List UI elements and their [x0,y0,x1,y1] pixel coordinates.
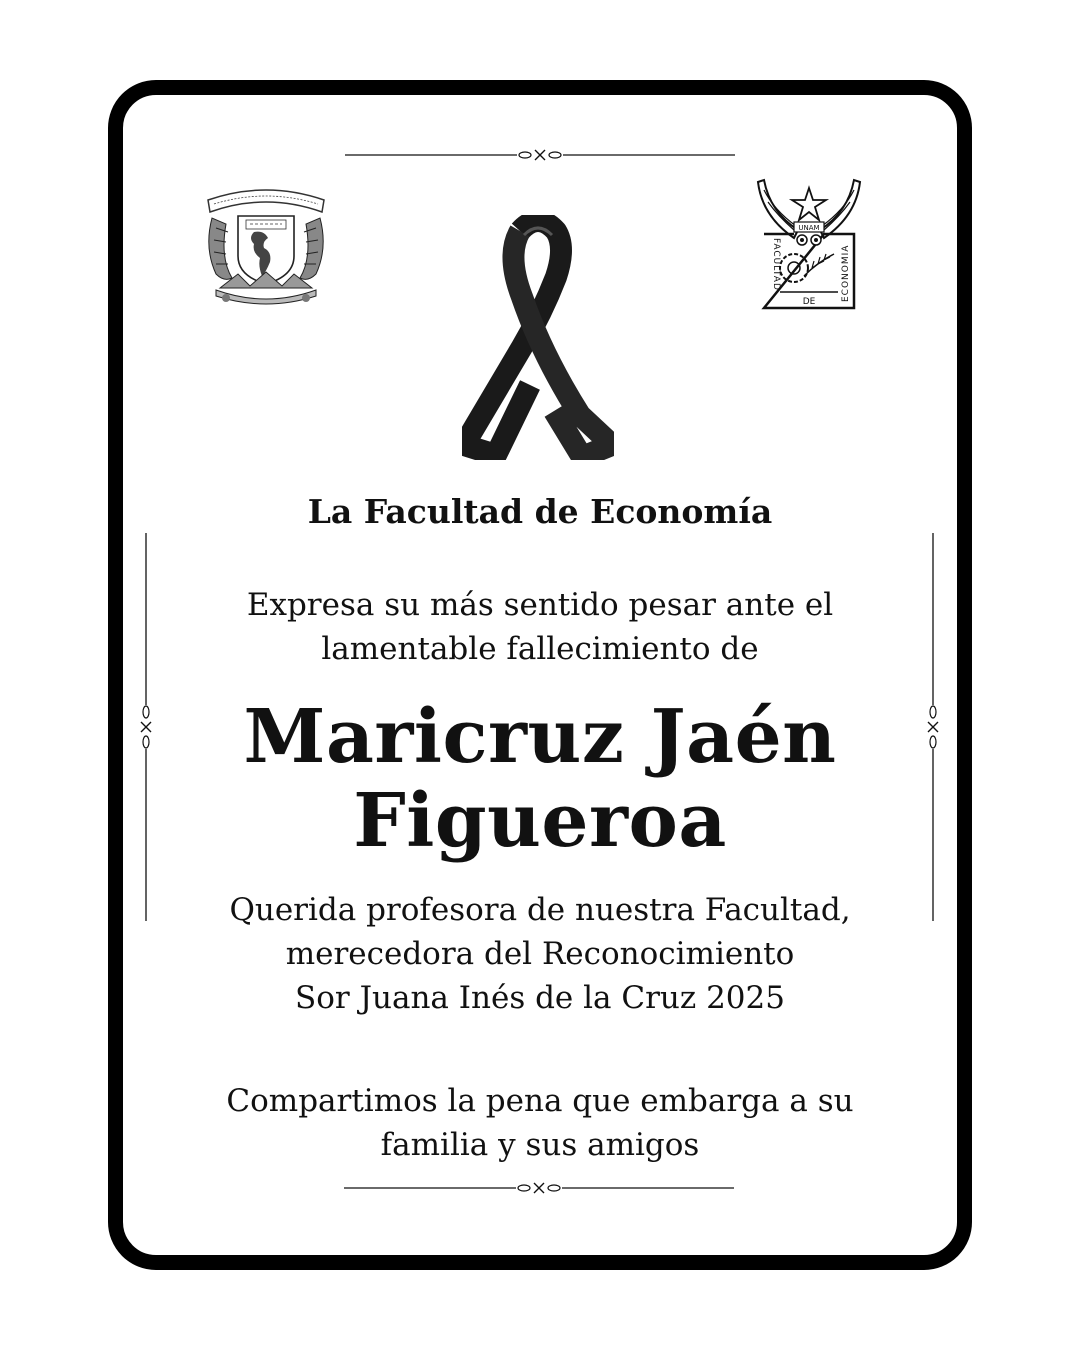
description-line: Sor Juana Inés de la Cruz 2025 [295,980,785,1016]
deceased-name-line: Figueroa [353,778,727,864]
closing-line: Compartimos la pena que embarga a su [226,1083,854,1119]
seal-economia-text: ECONOMIA [841,244,851,302]
closing-message [140,1079,940,1167]
condolence-lead-line: lamentable fallecimiento de [321,631,759,667]
deceased-description [140,888,940,1020]
seal-facultad-text: FACULTAD [771,238,781,291]
deceased-name [140,695,940,863]
top-divider-ornament [345,145,735,165]
condolence-lead [140,583,940,671]
closing-line: familia y sus amigos [380,1127,700,1163]
description-line: Querida profesora de nuestra Facultad, [229,892,851,928]
mourning-ribbon-icon [462,215,614,460]
seal-de-text: DE [802,297,816,307]
facultad-economia-seal-logo [754,176,864,312]
deceased-name-line: Maricruz Jaén [243,694,837,780]
unam-seal-logo [198,178,334,310]
bottom-divider-ornament [344,1178,734,1198]
description-line: merecedora del Reconocimiento [285,936,795,972]
seal-unam-text: UNAM [798,224,820,232]
condolence-lead-line: Expresa su más sentido pesar ante el [246,587,834,623]
faculty-heading: La Facultad de Economía [307,492,773,531]
